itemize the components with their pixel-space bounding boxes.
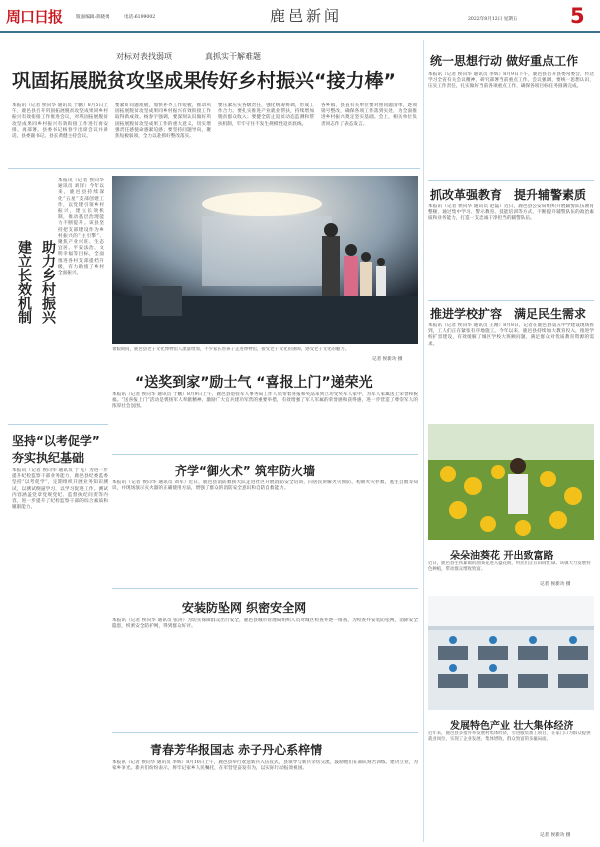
safety-headline: 安装防坠网 织密安全网 — [182, 601, 307, 615]
museum-photo-illustration — [112, 176, 418, 344]
museum-photo-caption: 暑假期间，鹿邑县老子文化博物馆人流量增加，不少家长带孩子走进博物馆，接受老子文化的熏陶，感受老子文化的魅力。 — [112, 347, 350, 352]
sunflower-photo-credit: 记者 侯新功 摄 — [540, 582, 571, 587]
masthead — [0, 0, 600, 44]
youth-story-body: 本报讯（记者 侯向华 通讯员 李辉）8月10日上午，鹿邑县举行欢送新兵入伍仪式，县领导与新兵亲切交流，鼓励他们在部队刻苦训练、建功立业，为家乡争光。新兵们纷纷表示，将牢记家乡人民嘱托，在军营里奋发有为，以实际行动报效祖国。 — [112, 760, 418, 772]
top-headline-left: 巩固拓展脱贫攻坚成果 — [12, 70, 203, 92]
fire-story-body: 本报讯（记者 侯向华 通讯员 刘军）近日，鹿邑县消防救援大队走进社区开展消防安全培训，向居民讲解火灾预防、初期火灾扑救、逃生自救等知识，并现场演示灭火器的正确使用方法，增强了群众的消防安全意识和自防自救能力。 — [112, 480, 418, 492]
unify-headline: 统一思想行动 做好重点工作 — [430, 54, 579, 68]
fire-headline: 齐学“御火术” 筑牢防火墙 — [175, 464, 315, 478]
learn-headline-2: 夯实执纪基础 — [12, 451, 85, 465]
museum-photo-credit: 记者 侯新功 摄 — [372, 357, 403, 362]
top-story-col-3: 要压紧压实各级责任，强化统筹协调，形成工作合力。要扎实推进产业就业帮扶，持续增加脱贫群众收入；要健全防止返贫动态监测和帮扶机制，牢牢守住不发生规模性返贫底线。 — [218, 103, 314, 127]
top-headline-right: 传好乡村振兴“接力棒” — [200, 70, 396, 92]
learn-story-body: 本报讯（记者 侯向华 通讯员 于飞）为进一步提升纪检监察干部业务能力，鹿邑县纪委监委坚持“以考促学”，定期组织开展业务知识测试，以测试倒逼学习，以学习促进工作。测试内容涵盖党章党规党纪、监督执纪问责等内容，进一步提升了纪检监察干部的综合素质和履职能力。 — [12, 468, 108, 511]
page-number: 5 — [570, 4, 585, 28]
vertical-headline-1: 建立长效机制 — [16, 240, 32, 324]
reform-headline-1: 抓改革强教育 — [430, 188, 503, 202]
rule-youth — [112, 732, 418, 733]
vertical-story-body: 本报讯（记者 侯向华 通讯员 刘洋）今年以来，鹿邑县持续深化“五星”支部创建工作，以党建引领乡村振兴，建立长效机制，推动基层治理能力不断提升。该县坚持把支部建设作为乡村振兴的“主引擎”，聚焦产业兴旺、生态宜居、平安法治、文明幸福等目标，全面推进各村支部提档升级，有力助推了乡村全面振兴。 — [58, 178, 104, 277]
sunflower-photo-caption: 近日，鹿邑县生铁冢镇的油葵花进入盛花期，村民们正在田间忙碌。该镇大力发展特色种植，带动群众增收致富。 — [428, 561, 591, 572]
award-story-body: 本报讯（记者 侯向华 通讯员 于鹏）8月9日上午，鹿邑县退役军人事务局工作人员带着喜报和奖品来到立功受奖军人家中，为军人家属送上荣誉和祝福。“送喜报上门”活动是褒扬军人奉献精神、激励广大官兵建功军营的重要举措，有效增强了军人军属的荣誉感和获得感，进一步营造了尊崇军人的浓厚社会氛围。 — [112, 392, 418, 410]
column-divider — [423, 40, 424, 842]
museum-photo — [112, 176, 418, 344]
learn-headline-1: 坚持“以考促学” — [12, 434, 100, 448]
award-headline: “送奖到家”励士气 “喜报上门”递荣光 — [135, 375, 373, 391]
rule-right-2 — [428, 300, 594, 301]
reform-story-body: 本报讯（记者 侯向华 通讯员 赵磊）近日，鹿邑县公安局组织开展辅警队伍教育整顿，通过集中学习、警示教育、技能培训等方式，不断提升辅警队伍的政治素质和业务能力，打造一支忠诚干净担当的辅警队伍。 — [428, 204, 594, 222]
unify-story-body: 本报讯（记者 侯向华 通讯员 李辉）8月9日下午，鹿邑县召开县委常委会，传达学习全省有关会议精神，研究部署当前重点工作。会议强调，要统一思想认识，压实工作责任，扎实做好当前各项重点工作，确保各项目标任务圆满完成。 — [428, 72, 594, 90]
top-story-col-2: 要紧盯问题短板，加快补齐工作短板，推动巩固拓展脱贫攻坚成果同乡村振兴有效衔接工作取得新成效。杨春宇强调，要深刻认识做好巩固拓展脱贫攻坚成果工作的重大意义，切实增强责任感使命感紧迫感；要坚持问题导向，聚焦短板弱项，全力以赴抓好整改落实。 — [115, 103, 211, 140]
editor-label: 版面编辑:蒋晓勇 — [76, 15, 110, 20]
sunflower-photo — [428, 424, 594, 540]
school-headline-1: 推进学校扩容 — [430, 307, 503, 321]
factory-photo-caption: 近年来，鹿邑县多措并举发展村集体经济，引进服装加工项目，在家门口为群众提供就业岗位，实现了企业发展、集体增收、群众致富的多赢局面。 — [428, 731, 591, 742]
rule-left-mid — [8, 424, 108, 425]
rule-fire — [112, 454, 418, 455]
vertical-headline-2: 助力乡村振兴 — [40, 240, 56, 324]
logo: 周口日报 — [6, 8, 63, 26]
factory-photo-credit: 记者 侯新功 摄 — [540, 833, 571, 838]
factory-photo-title: 发展特色产业 壮大集体经济 — [450, 721, 574, 732]
rule-top-story — [8, 168, 420, 169]
masthead-rule — [0, 31, 600, 33]
top-story-col-1: 本报讯（记者 侯向华 通讯员 于鹏）8月5日上午，鹿邑县召开巩固拓展脱贫攻坚成果同乡村振兴有效衔接工作推进会议，对巩固拓展脱贫攻坚成果同乡村振兴有效衔接工作进行再安排、再部署。县委书记杨春宇出席会议并讲话。县委副书记、县长黄健主持会议。 — [12, 103, 108, 140]
safety-story-body: 本报讯（记者 侯向华 通讯员 张涛）为切实保障群众出行安全，鹿邑县城市管理局组织人员对城区检查井逐一排查，为检查井安装防坠网，消除安全隐患，织密安全防护网，得到群众好评。 — [112, 618, 418, 630]
reform-headline-2: 提升辅警素质 — [514, 188, 587, 202]
top-story-col-4: 各乡镇、县直有关单位要对照问题清单，逐项销号整改，确保各项工作落到实处，为全面推进乡村振兴奠定坚实基础。会上，相关单位负责同志作了表态发言。 — [321, 103, 417, 127]
rule-safety — [112, 588, 418, 589]
rule-right-1 — [428, 180, 594, 181]
youth-headline: 青春芳华报国志 赤子丹心系梓情 — [150, 743, 323, 757]
sunflower-photo-illustration — [428, 424, 594, 540]
tel-label: 电话:6199002 — [124, 15, 156, 20]
top-kicker-1: 对标对表找弱项 — [116, 52, 172, 61]
sunflower-photo-title: 朵朵油葵花 开出致富路 — [450, 551, 554, 562]
school-headline-2: 满足民生需求 — [514, 307, 587, 321]
school-story-body: 本报讯（记者 侯向华 通讯员 王刚）8月8日，记者在鹿邑县第五中学建设现场看到，工人们正在紧张有序地施工。今年以来，鹿邑县持续加大教育投入，推进学校扩容建设，有效缓解了城区学校大班额问题，满足群众对优质教育资源的需求。 — [428, 323, 594, 347]
date-label: 2022年8月12日 星期五 — [468, 17, 518, 22]
section-title: 鹿邑新闻 — [270, 7, 343, 25]
factory-photo-illustration — [428, 596, 594, 710]
top-kicker-2: 真抓实干解难题 — [205, 52, 261, 61]
factory-photo — [428, 596, 594, 710]
